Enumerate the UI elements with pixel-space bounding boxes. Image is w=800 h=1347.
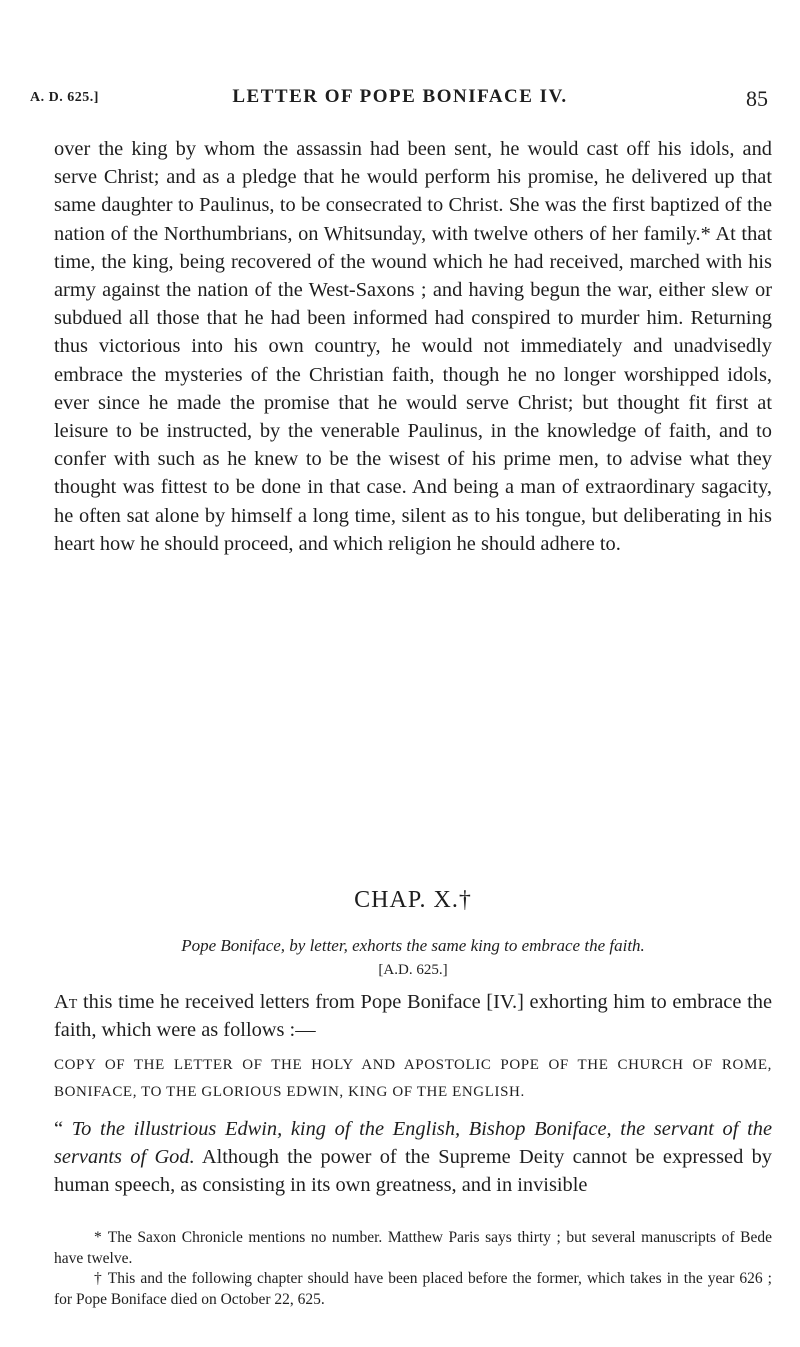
- letter-heading: COPY OF THE LETTER OF THE HOLY AND APOSTOLIC POPE OF THE CHURCH OF ROME, BONIFACE, TO THE GLORIOUS EDWIN, KING OF THE ENGLISH.: [54, 1057, 772, 1100]
- footnote-text: This and the following chapter should have been placed before the former, which takes in the year 626 ; for Pope Boniface died on October 22, 625.: [54, 1270, 772, 1308]
- page-number: 85: [746, 86, 768, 111]
- letter-body-text: Although the power of the Supreme Deity cannot be expressed by human speech, as consisting in its own greatness, and in invisible: [54, 1146, 772, 1197]
- footnote-mark: *: [94, 1229, 102, 1246]
- footnotes: [54, 1228, 772, 1310]
- chapter-opening-text: this time he received letters from Pope Boniface [IV.] exhorting him to embrace the faith, which were as follows :—: [54, 991, 772, 1042]
- footnote-text: The Saxon Chronicle mentions no number. Matthew Paris says thirty ; but several manuscripts of Bede have twelve.: [54, 1229, 772, 1267]
- main-paragraph: over the king by whom the assassin had been sent, he would cast off his idols, and serve Christ; and as a pledge that he would perform his promise, he delivered up that same daughter to Paulinus, to be consecrated to Christ. She was the first baptized of the nation of the Northumbrians, on Whitsunday, with twelve others of her family.* At that time, the king, being recovered of the wound which he had received, marched with his army against the nation of the West-Saxons ; and having begun the war, either slew or subdued all those that he had been informed had conspired to murder him. Returning thus victorious into his own country, he would not immediately and unadvisedly embrace the mysteries of the Christian faith, though he no longer worshipped idols, ever since he made the promise that he would serve Christ; but thought fit first at leisure to be instructed, by the venerable Paulinus, in the knowledge of faith, and to confer with such as he knew to be the wisest of his prime men, to advise what they thought was fittest to be done in that case. And being a man of extraordinary sagacity, he often sat alone by himself a long time, silent as to his tongue, but deliberating in his heart how he should proceed, and which religion he should adhere to.: [54, 138, 772, 555]
- chapter-lead-word: At: [54, 991, 78, 1013]
- letter-salutation: To the illustrious Edwin, king of the English, Bishop Boniface, the servant of the servants of God.: [54, 1118, 772, 1169]
- chapter-opening-paragraph: [54, 988, 772, 1044]
- letter-open-quote: “: [54, 1118, 72, 1140]
- footnote: [54, 1269, 772, 1310]
- chapter-title: CHAP. X.†: [354, 887, 472, 913]
- chapter-summary-text: Pope Boniface, by letter, exhorts the same king to embrace the faith.: [181, 936, 645, 955]
- header-title: LETTER OF POPE BONIFACE IV.: [232, 86, 568, 107]
- letter-paragraph: [54, 1115, 772, 1200]
- running-header: [30, 86, 770, 116]
- chapter-date: [A.D. 625.]: [378, 962, 448, 978]
- footnote-mark: †: [94, 1270, 102, 1287]
- header-date-reference: A. D. 625.]: [30, 90, 99, 105]
- chapter-summary: [54, 934, 772, 982]
- footnote: [54, 1228, 772, 1269]
